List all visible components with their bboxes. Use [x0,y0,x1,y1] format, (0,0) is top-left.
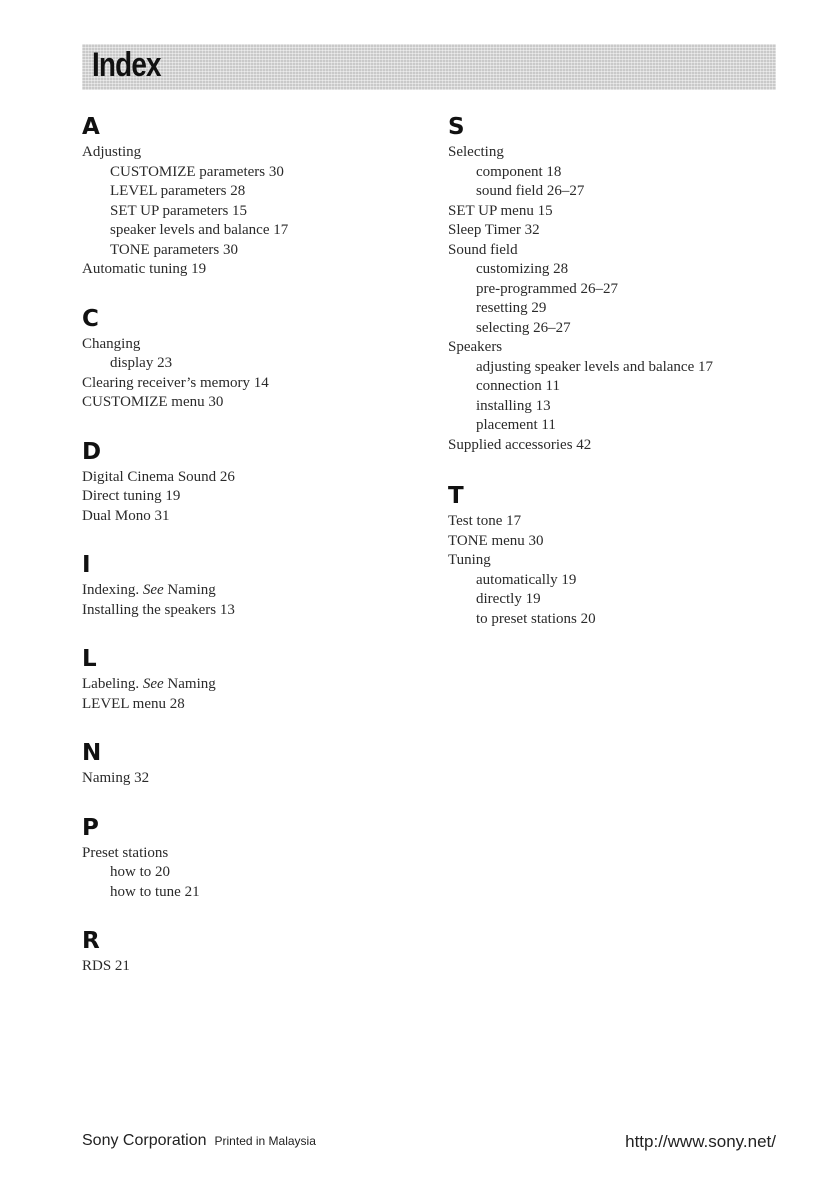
index-section-l [82,644,422,714]
index-subentry: speaker levels and balance 17 [110,222,289,238]
footer [82,1132,776,1150]
index-subentry: how to tune 21 [110,883,200,900]
index-entry: Installing the speakers 13 [82,601,235,618]
index-entry: Adjusting [82,144,142,160]
index-entry: SET UP menu 15 [448,202,553,219]
index-subentry: sound field 26–27 [476,183,585,199]
index-subentry: placement 11 [476,417,556,433]
index-subentry: directly 19 [476,591,541,607]
index-entry: Naming 32 [82,770,150,786]
index-subentry: resetting 29 [476,300,547,316]
index-section-d [82,437,422,527]
see-reference: See [142,582,164,598]
index-subentry: installing 13 [476,397,551,414]
section-letter: N [82,740,102,766]
section-letter: I [82,552,91,578]
index-entry: Dual Mono 31 [82,507,170,524]
index-subentry: SET UP parameters 15 [110,202,248,219]
index-entry: Automatic tuning 19 [82,261,207,277]
index-section-n [82,738,422,789]
entry-target: Naming [163,582,216,598]
index-entry: Preset stations [82,844,169,861]
index-subentry: adjusting speaker levels and balance 17 [476,358,713,375]
index-subentry: to preset stations 20 [476,610,596,627]
index-section-a [82,112,422,280]
index-entry: Speakers [448,339,503,355]
index-column-right [448,112,788,655]
section-letter: D [82,438,102,465]
index-entry: Sound field [448,241,518,258]
index-entry: Tuning [448,552,491,568]
index-subentry: customizing 28 [476,261,569,277]
footer-printed: Printed in Malaysia [214,1134,316,1148]
index-subentry: display 23 [110,355,173,371]
entry-text: Indexing. [82,582,143,598]
index-section-r [82,926,422,977]
index-entry [82,675,422,695]
index-entry: Selecting [448,144,504,160]
index-subentry: how to 20 [110,864,170,880]
section-letter: S [448,114,465,140]
index-entry [82,581,422,601]
index-entry: Digital Cinema Sound 26 [82,468,235,485]
section-letter: C [82,305,99,332]
index-subentry: pre-programmed 26–27 [476,280,619,297]
index-subentry: component 18 [476,163,562,180]
index-entry: Changing [82,335,141,352]
header-banner [82,44,776,90]
section-letter: R [82,928,100,954]
index-entry: Sleep Timer 32 [448,222,540,238]
index-entry: RDS 21 [82,958,130,974]
see-reference: See [142,676,164,692]
index-subentry: LEVEL parameters 28 [110,183,246,199]
index-entry: Direct tuning 19 [82,488,181,504]
index-column-left [82,112,422,1001]
index-section-s [448,112,788,455]
index-subentry: CUSTOMIZE parameters 30 [110,163,284,180]
index-entry: TONE menu 30 [448,532,544,549]
index-section-c [82,304,422,413]
index-subentry: automatically 19 [476,571,577,588]
entry-target: Naming [163,676,216,692]
index-section-p [82,813,422,903]
entry-text: Labeling. [82,676,143,692]
section-letter: P [82,814,99,841]
index-subentry: TONE parameters 30 [110,241,239,258]
index-entry: LEVEL menu 28 [82,695,185,712]
page-title: Index [92,46,161,84]
index-entry: Clearing receiver’s memory 14 [82,374,269,391]
footer-url[interactable]: http://www.sony.net/ [625,1132,776,1151]
section-letter: T [448,483,464,509]
index-section-i [82,550,422,620]
index-entry: CUSTOMIZE menu 30 [82,394,224,410]
index-section-t [448,481,788,629]
section-letter: A [82,114,100,140]
index-entry: Test tone 17 [448,513,522,529]
index-entry: Supplied accessories 42 [448,436,592,453]
section-letter: L [82,646,97,672]
footer-company: Sony Corporation [82,1132,207,1149]
index-subentry: connection 11 [476,378,561,394]
index-subentry: selecting 26–27 [476,319,571,336]
